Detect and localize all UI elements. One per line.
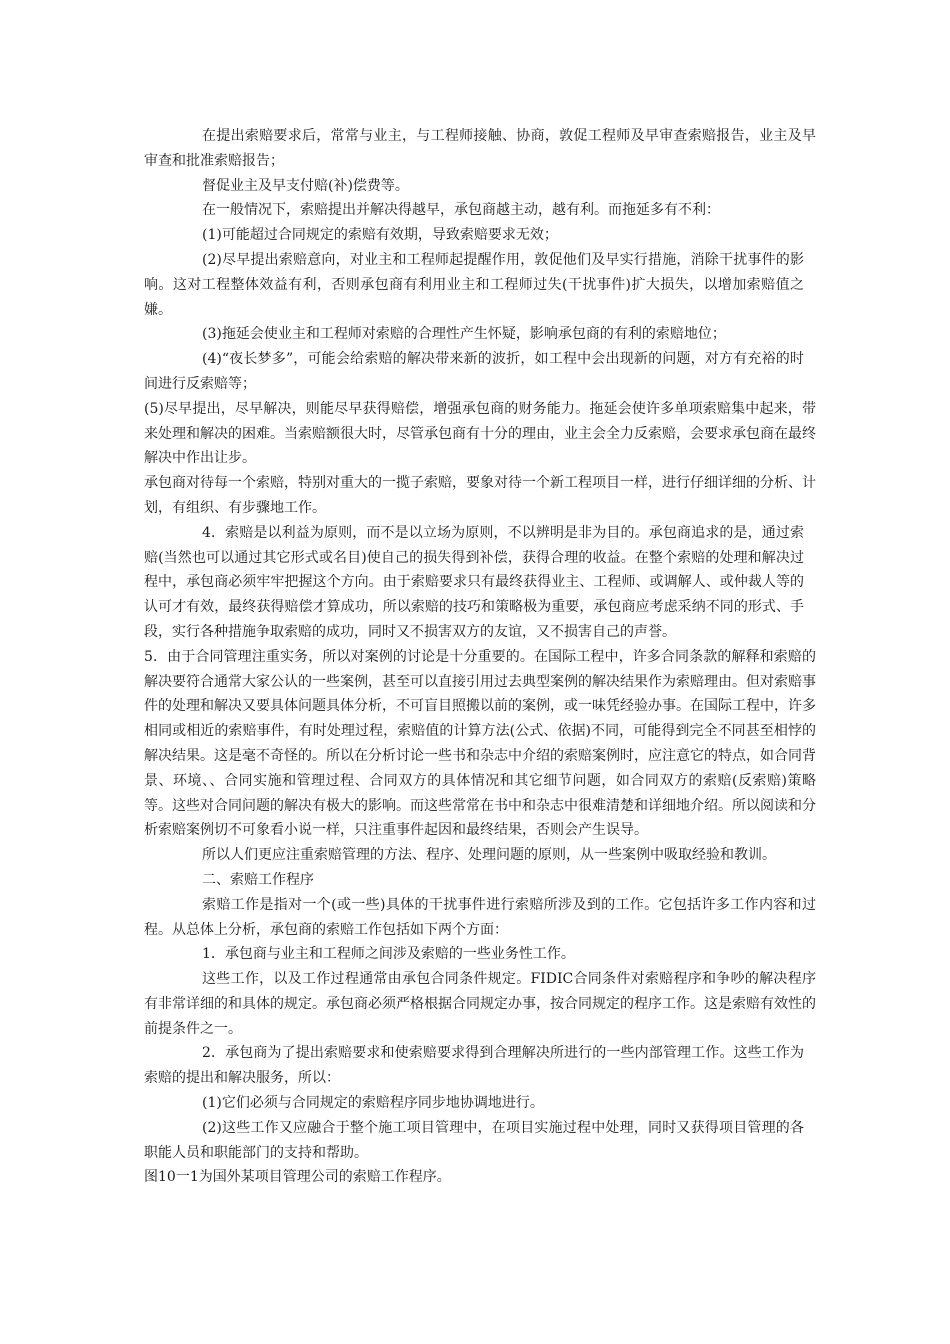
paragraph: 所以人们更应注重索赔管理的方法、程序、处理问题的原则，从一些案例中吸取经验和教训。 [202,847,776,864]
paragraph: 4．索赔是以利益为原则，而不是以立场为原则，不以辨明是非为目的。承包商追求的是，通过索赔(当然也可以通过其它形式或名目)使自己的损失得到补偿，获得合理的收益。在整个索赔的处理和解决过程中，承包商必须牢牢把握这个方向。由于索赔要求只有最终获得业主、工程师、或调解人、或仲裁人等的认可才有效，最终获得赔偿才算成功，所以索赔的技巧和策略极为重要，承包商应考虑采纳不同的形式、手段，实行各种措施争取索赔的成功，同时又不损害双方的友谊，又不损害自己的声誉。 [144,524,804,640]
section-heading: 二、索赔工作程序 [202,871,314,888]
paragraph: 1．承包商与业主和工程师之间涉及索赔的一些业务性工作。 [202,946,575,963]
paragraph: (2)尽早提出索赔意向，对业主和工程师起提醒作用，敦促他们及早实行措施，消除干扰事件的影响。这对工程整体效益有利，否则承包商有利用业主和工程师过失(干扰事件)扩大损失，以增加索赔值之嫌。 [144,251,804,318]
paragraph: (1)可能超过合同规定的索赔有效期，导致索赔要求无效； [202,227,558,244]
document-body [144,124,816,1190]
paragraph: 承包商对待每一个索赔，特别对重大的一揽子索赔，要象对待一个新工程项目一样，进行仔细详细的分析、计划，有组织、有步骤地工作。 [144,475,816,516]
paragraph: 2．承包商为了提出索赔要求和使索赔要求得到合理解决所进行的一些内部管理工作。这些工作为索赔的提出和解决服务，所以： [144,1045,804,1087]
paragraph: 5．由于合同管理注重实务，所以对案例的讨论是十分重要的。在国际工程中，许多合同条款的解释和索赔的解决要符合通常大家公认的一些案例，甚至可以直接引用过去典型案例的解决结果作为索赔理由。但对索赔事件的处理和解决又要具体问题具体分析，不可盲目照搬以前的案例，或一味凭经验办事。在国际工程中，许多相同或相近的索赔事件，有时处理过程，索赔值的计算方法(公式、依据)不同，可能得到完全不同甚至相悖的解决结果。这是毫不奇怪的。所以在分析讨论一些书和杂志中介绍的索赔案例时，应注意它的特点，如合同背景、环境、、合同实施和管理过程、合同双方的具体情况和其它细节问题，如合同双方的索赔(反索赔)策略等。这些对合同问题的解决有极大的影响。而这些常常在书中和杂志中很难清楚和详细地介绍。所以阅读和分析索赔案例切不可象看小说一样，只注重事件起因和最终结果，否则会产生误导。 [144,648,816,839]
paragraph: (5)尽早提出，尽早解决，则能尽早获得赔偿，增强承包商的财务能力。拖延会使许多单项索赔集中起来，带来处理和解决的困难。当索赔额很大时，尽管承包商有十分的理由，业主会全力反索赔，会要求承包商在最终解决中作出让步。 [144,400,816,467]
paragraph: 这些工作，以及工作过程通常由承包合同条件规定。FIDIC合同条件对索赔程序和争吵的解决程序有非常详细的和具体的规定。承包商必须严格根据合同规定办事，按合同规定的程序工作。这是索赔有效性的前提条件之一。 [144,971,816,1037]
paragraph: (4)“夜长梦多”，可能会给索赔的解决带来新的波折，如工程中会出现新的问题，对方有充裕的时间进行反索赔等； [144,351,804,392]
paragraph: 督促业主及早支付赔(补)偿费等。 [202,177,409,194]
paragraph: 索赔工作是指对一个(或一些)具体的干扰事件进行索赔所涉及到的工作。它包括许多工作内容和过程。从总体上分析，承包商的索赔工作包括如下两个方面： [144,896,816,938]
paragraph: (3)拖延会使业主和工程师对索赔的合理性产生怀疑，影响承包商的有利的索赔地位； [202,326,726,343]
figure-reference: 图10一1为国外某项目管理公司的索赔工作程序。 [144,1169,451,1186]
paragraph: 在提出索赔要求后，常常与业主，与工程师接触、协商，敦促工程师及早审查索赔报告，业主及早审查和批准索赔报告； [144,128,816,169]
paragraph: (1)它们必须与合同规定的索赔程序同步地协调地进行。 [202,1095,544,1112]
paragraph: 在一般情况下，索赔提出并解决得越早，承包商越主动，越有利。而拖延多有不利： [202,202,720,219]
paragraph: (2)这些工作又应融合于整个施工项目管理中，在项目实施过程中处理，同时又获得项目管理的各职能人员和职能部门的支持和帮助。 [144,1119,804,1161]
